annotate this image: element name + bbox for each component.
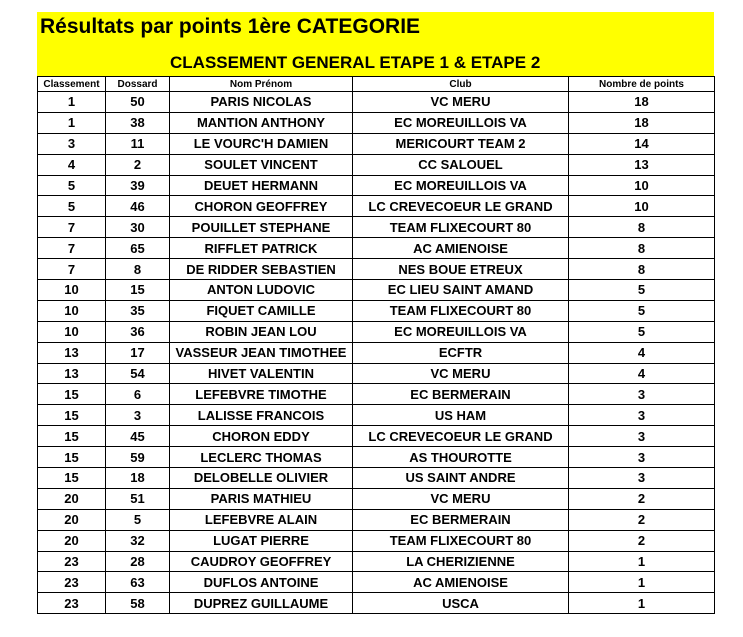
club-cell: US HAM <box>353 405 569 426</box>
table-row <box>38 551 715 572</box>
classement-cell: 23 <box>38 572 106 593</box>
club-cell: EC MOREUILLOIS VA <box>353 112 569 133</box>
dossard-cell: 11 <box>106 133 170 154</box>
classement-cell: 20 <box>38 530 106 551</box>
table-row <box>38 342 715 363</box>
points-cell: 3 <box>569 384 715 405</box>
club-cell: TEAM FLIXECOURT 80 <box>353 530 569 551</box>
name-cell: CHORON EDDY <box>170 426 353 447</box>
classement-cell: 10 <box>38 300 106 321</box>
points-cell: 3 <box>569 426 715 447</box>
club-cell: ECFTR <box>353 342 569 363</box>
classement-cell: 7 <box>38 217 106 238</box>
table-row <box>38 300 715 321</box>
club-cell: VC MERU <box>353 488 569 509</box>
dossard-cell: 28 <box>106 551 170 572</box>
points-cell: 2 <box>569 488 715 509</box>
dossard-cell: 18 <box>106 468 170 489</box>
points-cell: 8 <box>569 259 715 280</box>
dossard-cell: 39 <box>106 175 170 196</box>
club-cell: NES BOUE ETREUX <box>353 259 569 280</box>
club-cell: AC AMIENOISE <box>353 238 569 259</box>
points-cell: 10 <box>569 175 715 196</box>
points-cell: 5 <box>569 280 715 301</box>
points-cell: 10 <box>569 196 715 217</box>
name-cell: HIVET VALENTIN <box>170 363 353 384</box>
name-cell: LUGAT PIERRE <box>170 530 353 551</box>
club-cell: EC MOREUILLOIS VA <box>353 321 569 342</box>
points-cell: 2 <box>569 530 715 551</box>
table-body <box>38 92 715 614</box>
dossard-cell: 6 <box>106 384 170 405</box>
name-cell: DUFLOS ANTOINE <box>170 572 353 593</box>
table-row <box>38 384 715 405</box>
table-row <box>38 447 715 468</box>
dossard-cell: 2 <box>106 154 170 175</box>
club-cell: TEAM FLIXECOURT 80 <box>353 217 569 238</box>
classement-cell: 10 <box>38 321 106 342</box>
dossard-cell: 50 <box>106 92 170 113</box>
classement-cell: 15 <box>38 405 106 426</box>
results-table <box>37 76 715 614</box>
dossard-cell: 32 <box>106 530 170 551</box>
dossard-cell: 35 <box>106 300 170 321</box>
club-cell: EC MOREUILLOIS VA <box>353 175 569 196</box>
points-cell: 1 <box>569 572 715 593</box>
points-cell: 1 <box>569 551 715 572</box>
table-row <box>38 280 715 301</box>
classement-cell: 20 <box>38 509 106 530</box>
dossard-cell: 17 <box>106 342 170 363</box>
points-cell: 3 <box>569 447 715 468</box>
dossard-cell: 46 <box>106 196 170 217</box>
name-cell: RIFFLET PATRICK <box>170 238 353 259</box>
points-cell: 8 <box>569 217 715 238</box>
table-row <box>38 154 715 175</box>
club-cell: LC CREVECOEUR LE GRAND <box>353 426 569 447</box>
club-cell: US SAINT ANDRE <box>353 468 569 489</box>
name-cell: LE VOURC'H DAMIEN <box>170 133 353 154</box>
classement-cell: 15 <box>38 447 106 468</box>
dossard-cell: 54 <box>106 363 170 384</box>
name-cell: MANTION ANTHONY <box>170 112 353 133</box>
table-row <box>38 405 715 426</box>
table-row <box>38 572 715 593</box>
table-row <box>38 363 715 384</box>
classement-cell: 1 <box>38 112 106 133</box>
header-club: Club <box>353 77 569 92</box>
table-row <box>38 133 715 154</box>
classement-cell: 7 <box>38 259 106 280</box>
classement-cell: 4 <box>38 154 106 175</box>
classement-cell: 7 <box>38 238 106 259</box>
dossard-cell: 30 <box>106 217 170 238</box>
name-cell: PARIS NICOLAS <box>170 92 353 113</box>
points-cell: 4 <box>569 363 715 384</box>
points-cell: 18 <box>569 92 715 113</box>
dossard-cell: 45 <box>106 426 170 447</box>
name-cell: FIQUET CAMILLE <box>170 300 353 321</box>
table-row <box>38 112 715 133</box>
table-row <box>38 217 715 238</box>
classement-cell: 20 <box>38 488 106 509</box>
dossard-cell: 59 <box>106 447 170 468</box>
table-row <box>38 196 715 217</box>
points-cell: 5 <box>569 321 715 342</box>
name-cell: ANTON LUDOVIC <box>170 280 353 301</box>
club-cell: USCA <box>353 593 569 614</box>
club-cell: LC CREVECOEUR LE GRAND <box>353 196 569 217</box>
name-cell: ROBIN JEAN LOU <box>170 321 353 342</box>
dossard-cell: 65 <box>106 238 170 259</box>
club-cell: EC BERMERAIN <box>353 509 569 530</box>
table-row <box>38 175 715 196</box>
points-cell: 1 <box>569 593 715 614</box>
name-cell: DELOBELLE OLIVIER <box>170 468 353 489</box>
club-cell: EC BERMERAIN <box>353 384 569 405</box>
header-classement: Classement <box>38 77 106 92</box>
classement-cell: 10 <box>38 280 106 301</box>
points-cell: 13 <box>569 154 715 175</box>
table-row <box>38 238 715 259</box>
header-nom-prenom: Nom Prénom <box>170 77 353 92</box>
table-row <box>38 593 715 614</box>
points-cell: 4 <box>569 342 715 363</box>
club-cell: VC MERU <box>353 363 569 384</box>
classement-cell: 15 <box>38 426 106 447</box>
name-cell: CHORON GEOFFREY <box>170 196 353 217</box>
classement-cell: 5 <box>38 175 106 196</box>
classement-cell: 13 <box>38 342 106 363</box>
name-cell: LALISSE FRANCOIS <box>170 405 353 426</box>
results-sheet <box>37 12 714 614</box>
name-cell: SOULET VINCENT <box>170 154 353 175</box>
dossard-cell: 15 <box>106 280 170 301</box>
dossard-cell: 58 <box>106 593 170 614</box>
table-row <box>38 92 715 113</box>
table-row <box>38 468 715 489</box>
club-cell: AS THOUROTTE <box>353 447 569 468</box>
name-cell: DE RIDDER SEBASTIEN <box>170 259 353 280</box>
dossard-cell: 3 <box>106 405 170 426</box>
points-cell: 8 <box>569 238 715 259</box>
name-cell: LEFEBVRE ALAIN <box>170 509 353 530</box>
name-cell: DUPREZ GUILLAUME <box>170 593 353 614</box>
name-cell: DEUET HERMANN <box>170 175 353 196</box>
club-cell: CC SALOUEL <box>353 154 569 175</box>
dossard-cell: 5 <box>106 509 170 530</box>
table-row <box>38 259 715 280</box>
name-cell: LECLERC THOMAS <box>170 447 353 468</box>
club-cell: AC AMIENOISE <box>353 572 569 593</box>
table-header-row <box>38 77 715 92</box>
club-cell: LA CHERIZIENNE <box>353 551 569 572</box>
table-row <box>38 530 715 551</box>
classement-cell: 15 <box>38 468 106 489</box>
table-row <box>38 426 715 447</box>
header-nombre-de-points: Nombre de points <box>569 77 715 92</box>
name-cell: VASSEUR JEAN TIMOTHEE <box>170 342 353 363</box>
page-subtitle: CLASSEMENT GENERAL ETAPE 1 & ETAPE 2 <box>170 53 541 72</box>
name-cell: LEFEBVRE TIMOTHE <box>170 384 353 405</box>
name-cell: POUILLET STEPHANE <box>170 217 353 238</box>
title-banner <box>37 12 714 76</box>
classement-cell: 5 <box>38 196 106 217</box>
classement-cell: 3 <box>38 133 106 154</box>
points-cell: 2 <box>569 509 715 530</box>
page-title: Résultats par points 1ère CATEGORIE <box>40 15 421 38</box>
header-dossard: Dossard <box>106 77 170 92</box>
classement-cell: 1 <box>38 92 106 113</box>
dossard-cell: 51 <box>106 488 170 509</box>
points-cell: 3 <box>569 468 715 489</box>
club-cell: VC MERU <box>353 92 569 113</box>
name-cell: PARIS MATHIEU <box>170 488 353 509</box>
dossard-cell: 63 <box>106 572 170 593</box>
table-row <box>38 321 715 342</box>
table-row <box>38 488 715 509</box>
classement-cell: 23 <box>38 593 106 614</box>
classement-cell: 23 <box>38 551 106 572</box>
dossard-cell: 8 <box>106 259 170 280</box>
points-cell: 5 <box>569 300 715 321</box>
classement-cell: 13 <box>38 363 106 384</box>
dossard-cell: 38 <box>106 112 170 133</box>
table-row <box>38 509 715 530</box>
name-cell: CAUDROY GEOFFREY <box>170 551 353 572</box>
club-cell: EC LIEU SAINT AMAND <box>353 280 569 301</box>
club-cell: TEAM FLIXECOURT 80 <box>353 300 569 321</box>
dossard-cell: 36 <box>106 321 170 342</box>
points-cell: 18 <box>569 112 715 133</box>
classement-cell: 15 <box>38 384 106 405</box>
club-cell: MERICOURT TEAM 2 <box>353 133 569 154</box>
points-cell: 3 <box>569 405 715 426</box>
points-cell: 14 <box>569 133 715 154</box>
